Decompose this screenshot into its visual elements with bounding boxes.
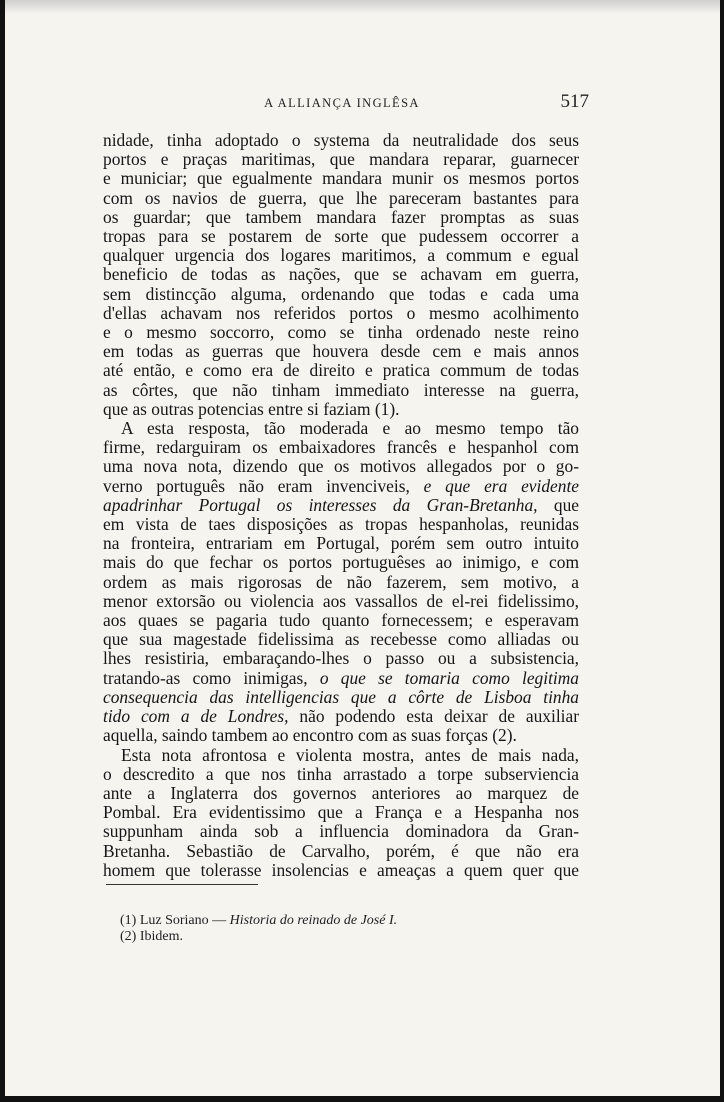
text-line: d'ellas achavam nos referidos portos o mesmo acolhimento — [103, 302, 579, 323]
text-line: e o mesmo soccorro, como se tinha ordenado neste reino — [103, 322, 579, 343]
page-header — [103, 91, 589, 116]
text-line: menor extorsão ou violencia aos vassallos de el-rei fidelissimo, — [103, 590, 579, 611]
text-line: e municiar; que egualmente mandara munir os mesmos portos — [103, 168, 579, 189]
text-line: Pombal. Era evidentissimo que a França e a Hespanha nos — [103, 802, 579, 823]
running-title: A ALLIANÇA INGLÊSA — [264, 96, 420, 110]
page-number: 517 — [560, 91, 589, 112]
text-line: ante a Inglaterra dos governos anteriores ao marquez de — [103, 782, 579, 803]
text-line: homem que tolerasse insolencias e ameaças a quem quer que — [103, 859, 579, 880]
footnote: (2) Ibidem. — [120, 929, 183, 944]
text-line: Esta nota afrontosa e violenta mostra, antes de mais nada, — [121, 744, 579, 765]
text-line: uma nova nota, dizendo que os motivos allegados por o go- — [103, 456, 579, 477]
footnotes — [120, 913, 580, 945]
text-line: tropas para se postarem de sorte que pudessem occorrer a — [103, 226, 579, 247]
text-line: aos quaes se pagaria tudo quanto fornecessem; e esperavam — [103, 610, 579, 631]
text-line: portos e praças maritimas, que mandara reparar, guarnecer — [103, 149, 579, 170]
text-line: com os navios de guerra, que lhe pareceram bastantes para — [103, 187, 579, 208]
text-line: o descredito a que nos tinha arrastado a torpe subserviencia — [103, 763, 579, 784]
text-line: nidade, tinha adoptado o systema da neutralidade dos seus — [103, 130, 579, 150]
text-line: em todas as guerras que houvera desde cem e mais annos — [103, 341, 579, 362]
text-line: que as outras potencias entre si faziam (1). — [103, 398, 400, 419]
text-line: que sua magestade fidelissima as recebesse como alliadas ou — [103, 629, 579, 650]
text-line: sem distincção alguma, ordenando que todas e cada uma — [103, 283, 579, 304]
text-line: lhes resistiria, embaraçando-lhes o passo ou a subsistencia, — [103, 648, 579, 669]
text-line: firme, redarguiram os embaixadores francês e hespanhol com — [103, 437, 579, 458]
footnote: (1) Luz Soriano — Historia do reinado de José I. — [120, 913, 398, 928]
footnote-divider — [106, 884, 258, 885]
text-line: A esta resposta, tão moderada e ao mesmo tempo tão — [121, 418, 579, 439]
text-line: qualquer urgencia dos logares maritimos, a commum e egual — [103, 245, 579, 266]
text-line: as côrtes, que não tinham immediato interesse na guerra, — [103, 379, 579, 400]
text-line: tratando-as como inimigas, o que se tomaria como legitima — [103, 667, 579, 688]
text-line: em vista de taes disposições as tropas hespanholas, reunidas — [103, 514, 579, 535]
scan-edge — [5, 0, 724, 14]
text-line: aquella, saindo tambem ao encontro com as suas forças (2). — [103, 725, 517, 746]
text-line: apadrinhar Portugal os interesses da Gran-Bretanha, que — [103, 494, 579, 515]
text-line: até então, e como era de direito e pratica commum de todas — [103, 360, 579, 381]
text-line: mais do que fechar os portos portuguêses ao inimigo, e com — [103, 552, 579, 573]
text-line: ordem as mais rigorosas de não fazerem, sem motivo, a — [103, 571, 579, 592]
text-line: consequencia das intelligencias que a côrte de Lisboa tinha — [103, 686, 579, 707]
text-line: tido com a de Londres, não podendo esta deixar de auxiliar — [103, 706, 579, 727]
body-text — [103, 131, 579, 880]
text-line: suppunham ainda sob a influencia dominadora da Gran- — [103, 821, 579, 842]
text-line: os guardar; que tambem mandara fazer promptas as suas — [103, 206, 579, 227]
text-line: beneficio de todas as nações, que se achavam em guerra, — [103, 264, 579, 285]
text-line: Bretanha. Sebastião de Carvalho, porém, é que não era — [103, 840, 579, 861]
text-line: verno português não eram invenciveis, e que era evidente — [103, 475, 579, 496]
text-line: na fronteira, entrariam em Portugal, porém sem outro intuito — [103, 533, 579, 554]
